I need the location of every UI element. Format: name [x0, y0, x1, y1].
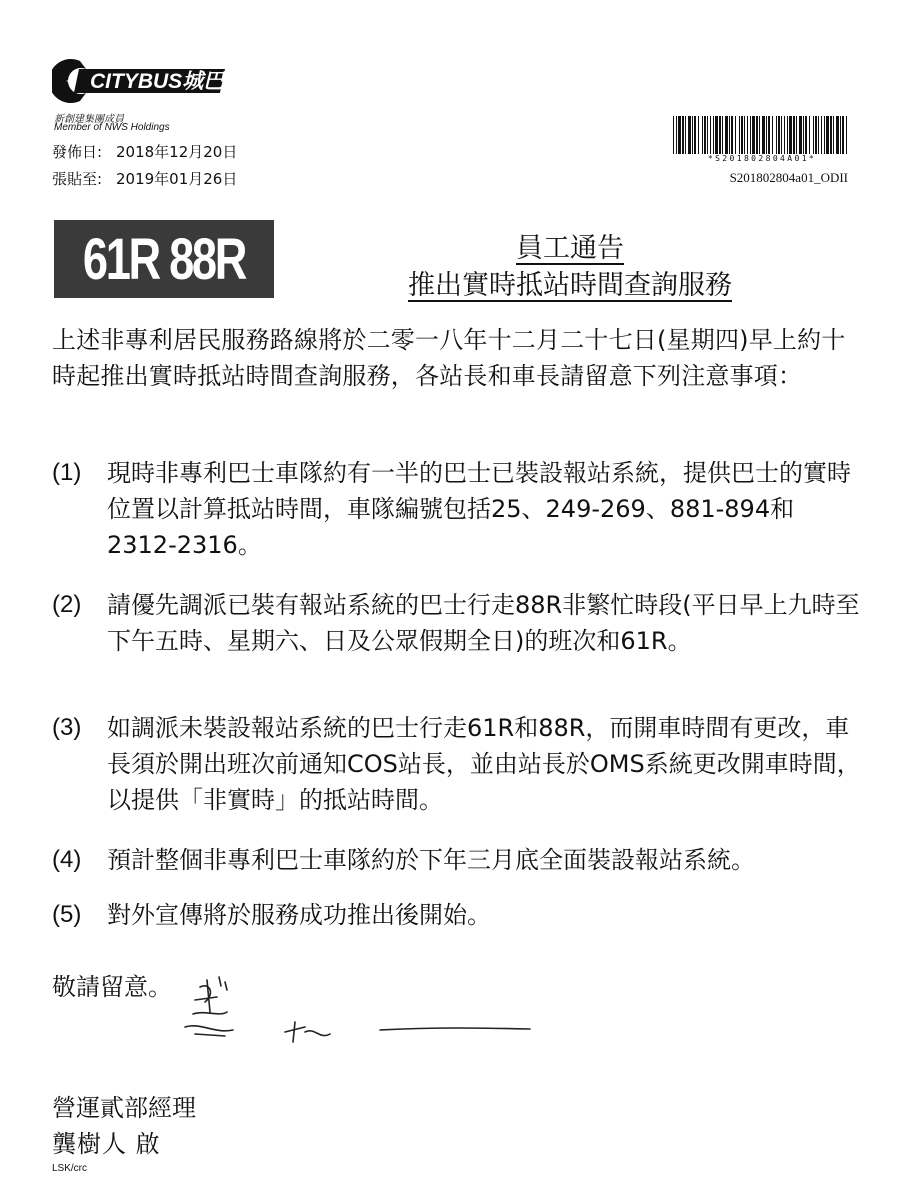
item-text: 請優先調派已裝有報站系統的巴士行走88R非繁忙時段(平日早上九時至下午五時、星期六、日及公眾假期全日)的班次和61R。	[107, 591, 860, 655]
issue-date-row	[52, 141, 237, 162]
item-number: (4)	[52, 846, 82, 873]
handwritten-signature	[155, 972, 545, 1052]
citybus-logo	[52, 55, 232, 107]
item-text: 現時非專利巴士車隊約有一半的巴士已裝設報站系統，提供巴士的實時位置以計算抵站時間，車隊編號包括25、249-269、881-894和2312-2316。	[107, 459, 851, 559]
closing-text: 敬請留意。	[52, 973, 172, 1001]
intro-paragraph: 上述非專利居民服務路線將於二零一八年十二月二十七日(星期四)早上約十時起推出實時抵站時間查詢服務，各站長和車長請留意下列注意事項：	[52, 326, 846, 390]
item-number: (2)	[52, 591, 82, 618]
barcode-digits: *S201802804A01*	[707, 154, 817, 163]
route-number-box	[54, 220, 274, 298]
item-number: (3)	[52, 714, 82, 741]
member-cn-text: 新創建集團成員	[54, 114, 124, 125]
signer-title: 營運貳部經理	[52, 1094, 196, 1122]
notice-item	[52, 587, 862, 659]
item-number: (1)	[52, 459, 82, 486]
notice-item	[52, 710, 862, 818]
issue-date-value: 2018年12月20日	[116, 143, 238, 161]
member-en-text: Member of NWS Holdings	[54, 122, 170, 133]
notice-item	[52, 897, 862, 933]
document-code: S201802804a01_ODII	[729, 170, 848, 185]
notice-item	[52, 842, 862, 878]
issue-date-label: 發佈日:	[52, 143, 103, 161]
signer-name: 龔樹人 啟	[52, 1130, 161, 1158]
post-date-row	[52, 168, 237, 189]
item-text: 預計整個非專利巴士車隊約於下年三月底全面裝設報站系統。	[107, 846, 755, 874]
notice-subtitle: 推出實時抵站時間查詢服務	[408, 270, 732, 301]
barcode	[673, 116, 851, 154]
post-date-label: 張貼至:	[52, 170, 103, 188]
item-text: 如調派未裝設報站系統的巴士行走61R和88R，而開車時間有更改，車長須於開出班次前通知COS站長，並由站長於OMS系統更改開車時間，以提供「非實時」的抵站時間。	[107, 714, 861, 814]
item-text: 對外宣傳將於服務成功推出後開始。	[107, 901, 491, 929]
post-date-value: 2019年01月26日	[116, 170, 238, 188]
svg-text:CITYBUS城巴: CITYBUS城巴	[90, 70, 225, 93]
reference-code: LSK/crc	[52, 1163, 88, 1174]
notice-item	[52, 455, 862, 563]
route-numbers: 61R 88R	[82, 226, 246, 292]
notice-title: 員工通告	[516, 233, 624, 264]
item-number: (5)	[52, 901, 82, 928]
